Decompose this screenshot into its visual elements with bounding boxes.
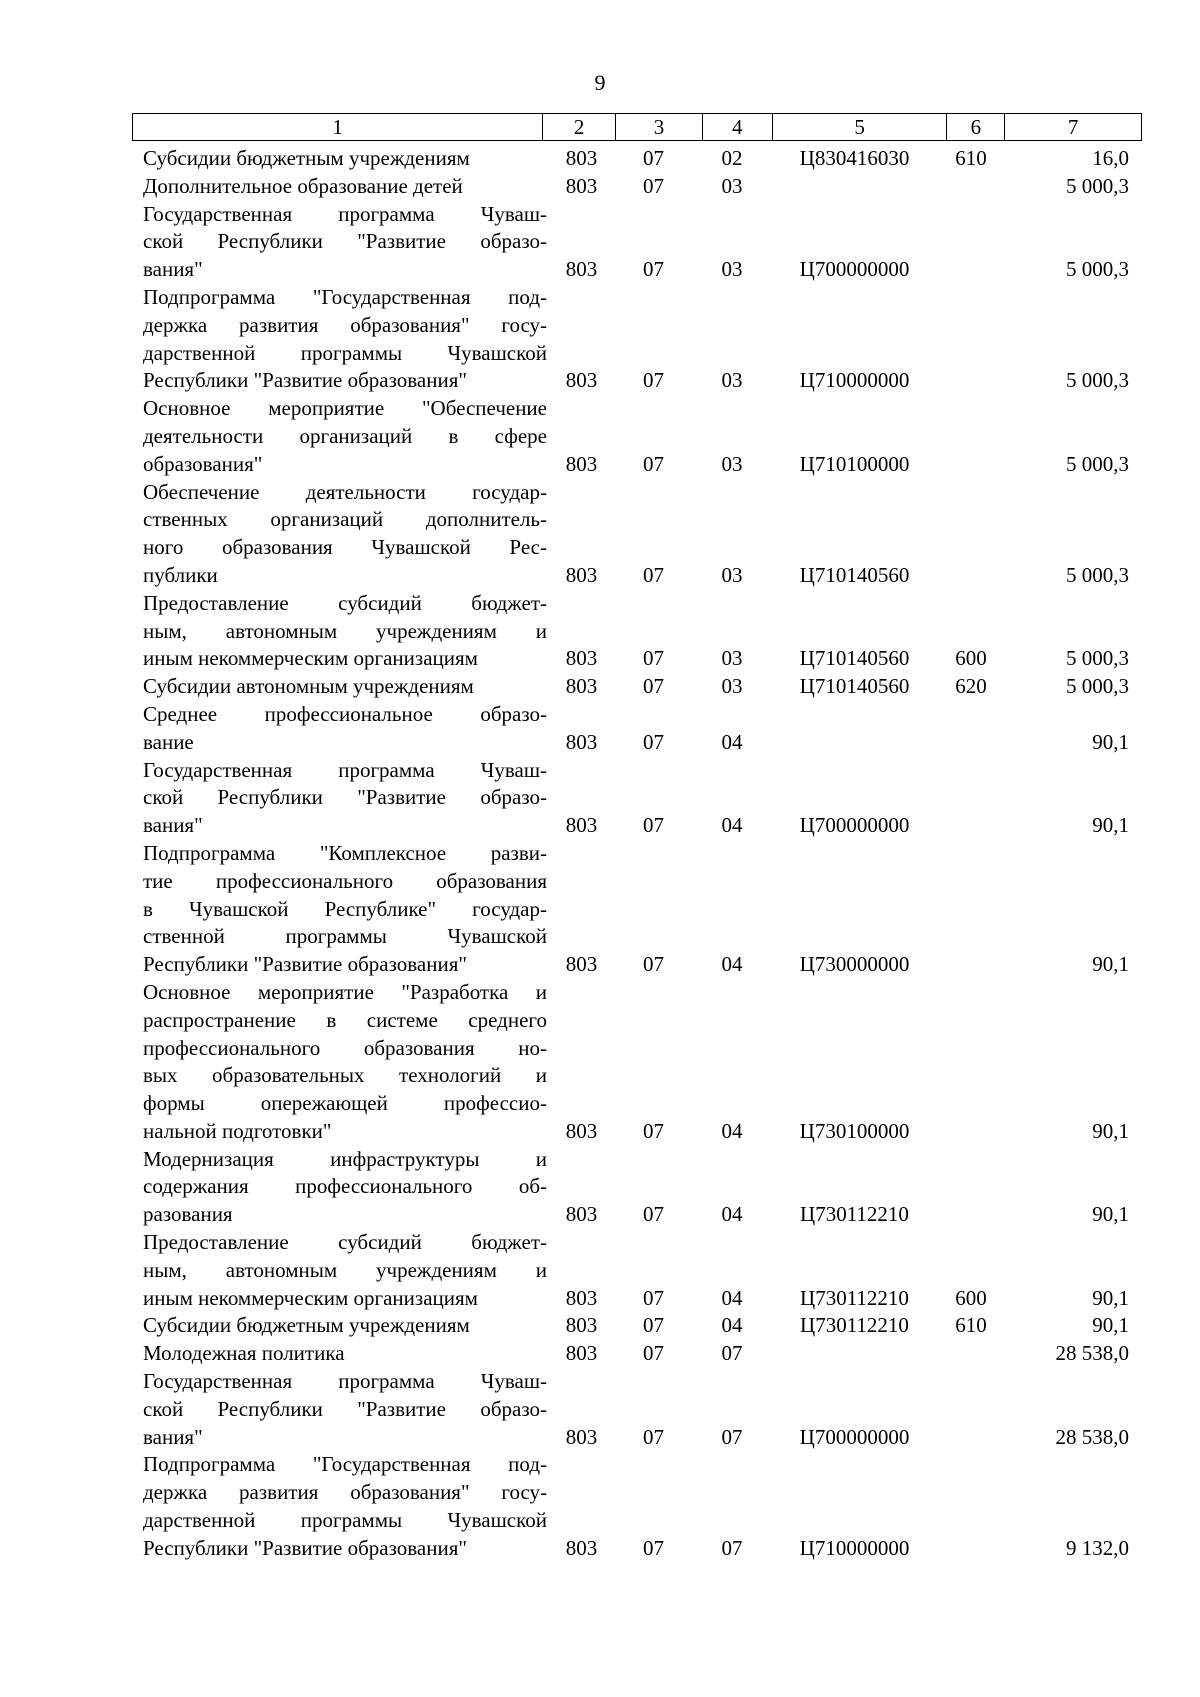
row-name <box>143 479 547 590</box>
row-name <box>143 1146 547 1229</box>
cell-c2: 803 <box>565 646 598 671</box>
cell-c3: 07 <box>643 1313 664 1338</box>
table-row <box>132 673 1142 701</box>
cell-c2: 803 <box>565 368 598 393</box>
cell-c7: 90,1 <box>1092 813 1129 838</box>
row-name-line: разования <box>143 1202 233 1227</box>
table-row <box>132 1451 1142 1562</box>
header-col-6: 6 <box>946 114 1004 140</box>
table-row <box>132 201 1142 284</box>
cell-c3: 07 <box>643 952 664 977</box>
cell-c2: 803 <box>565 1313 598 1338</box>
row-name-line: ственных организаций дополнитель- <box>143 507 547 532</box>
row-name-line: ным, автономным учреждениям и <box>143 1257 547 1282</box>
row-name-line: ным, автономным учреждениям и <box>143 618 547 643</box>
cell-c6 <box>942 256 1000 284</box>
cell-c6: 610 <box>955 1313 987 1338</box>
cell-c7: 5 000,3 <box>1066 674 1129 699</box>
row-name <box>143 1451 547 1562</box>
row-name-line: Модернизация инфраструктуры и <box>143 1146 547 1171</box>
row-name-line: ской Республики "Развитие образо- <box>143 1396 547 1421</box>
table-row <box>132 590 1142 673</box>
row-name <box>143 673 547 701</box>
cell-c2: 803 <box>565 562 598 587</box>
row-name <box>143 395 547 478</box>
cell-c3: 07 <box>643 674 664 699</box>
row-name-line: формы опережающей профессио- <box>143 1091 547 1116</box>
table-row <box>132 840 1142 979</box>
cell-c4: 04 <box>721 1285 743 1310</box>
row-name-line: дарственной программы Чувашской <box>143 1508 547 1533</box>
cell-c4: 04 <box>721 729 743 754</box>
cell-c6 <box>942 562 1000 590</box>
table-row <box>132 979 1142 1146</box>
cell-c7: 90,1 <box>1092 729 1129 754</box>
cell-c4: 04 <box>721 1202 743 1227</box>
cell-c6 <box>942 1535 1000 1563</box>
row-name-line: Основное мероприятие "Разработка и <box>143 979 547 1004</box>
cell-c4: 03 <box>721 646 743 671</box>
cell-c3: 07 <box>643 368 664 393</box>
cell-c3: 07 <box>643 451 664 476</box>
row-name <box>143 1312 547 1340</box>
cell-c6 <box>942 1201 1000 1229</box>
cell-c7: 28 538,0 <box>1055 1341 1129 1366</box>
cell-c6: 610 <box>955 146 987 170</box>
cell-c5: Ц710140560 <box>799 646 910 671</box>
row-name-line: содержания профессионального об- <box>143 1174 547 1199</box>
table-body <box>132 145 1142 1563</box>
cell-c3: 07 <box>643 146 664 170</box>
row-name <box>143 1229 547 1312</box>
header-col-1: 1 <box>332 115 343 139</box>
table-row <box>132 1146 1142 1229</box>
row-name <box>143 979 547 1146</box>
row-name-line: иным некоммерческим организациям <box>143 1285 478 1310</box>
row-name-line: Республики "Развитие образования" <box>143 368 467 393</box>
cell-c6 <box>942 729 1000 757</box>
cell-c5: Ц730100000 <box>799 1118 910 1143</box>
cell-c7: 90,1 <box>1092 952 1129 977</box>
row-name-line: Республики "Развитие образования" <box>143 1535 467 1560</box>
row-name-line: ного образования Чувашской Рес- <box>143 535 547 560</box>
row-name-line: Подпрограмма "Государственная под- <box>143 1452 547 1477</box>
cell-c6 <box>942 1340 1000 1368</box>
row-name <box>143 1368 547 1451</box>
cell-c7: 5 000,3 <box>1066 173 1129 198</box>
cell-c2: 803 <box>565 674 598 699</box>
header-col-3: 3 <box>615 114 702 140</box>
row-name-line: Субсидии автономным учреждениям <box>143 674 474 699</box>
header-col-2: 2 <box>542 114 615 140</box>
row-name <box>143 701 547 757</box>
row-name-line: вание <box>143 729 194 754</box>
cell-c7: 5 000,3 <box>1066 368 1129 393</box>
cell-c4: 04 <box>721 813 743 838</box>
cell-c6: 620 <box>955 674 987 699</box>
row-name-line: Дополнительное образование детей <box>143 173 463 198</box>
row-name-line: профессионального образования но- <box>143 1035 547 1060</box>
header-col-5: 5 <box>772 114 947 140</box>
cell-c7: 5 000,3 <box>1066 257 1129 282</box>
table-row <box>132 395 1142 478</box>
cell-c3: 07 <box>643 729 664 754</box>
cell-c3: 07 <box>643 1202 664 1227</box>
table-row <box>132 145 1142 173</box>
cell-c7: 16,0 <box>1092 146 1129 170</box>
cell-c2: 803 <box>565 146 598 170</box>
cell-c7: 9 132,0 <box>1066 1535 1129 1560</box>
cell-c7: 5 000,3 <box>1066 646 1129 671</box>
row-name-line: Республики "Развитие образования" <box>143 952 467 977</box>
cell-c5 <box>767 729 942 757</box>
cell-c2: 803 <box>565 1285 598 1310</box>
cell-c6: 600 <box>955 646 987 671</box>
row-name-line: нальной подготовки" <box>143 1118 332 1143</box>
cell-c2: 803 <box>565 173 598 198</box>
cell-c5: Ц710140560 <box>799 674 910 699</box>
cell-c5: Ц730112210 <box>800 1285 909 1310</box>
table-row <box>132 757 1142 840</box>
row-name-line: держка развития образования" госу- <box>143 1480 547 1505</box>
row-name-line: ской Республики "Развитие образо- <box>143 229 547 254</box>
cell-c4: 03 <box>721 368 743 393</box>
cell-c3: 07 <box>643 1424 664 1449</box>
cell-c5: Ц710100000 <box>799 451 910 476</box>
cell-c2: 803 <box>565 257 598 282</box>
cell-c4: 03 <box>721 257 743 282</box>
cell-c4: 07 <box>721 1424 743 1449</box>
table-row <box>132 284 1142 395</box>
table-row <box>132 1340 1142 1368</box>
cell-c4: 04 <box>721 952 743 977</box>
cell-c6 <box>942 812 1000 840</box>
cell-c5: Ц700000000 <box>799 1424 910 1449</box>
row-name-line: Подпрограмма "Государственная под- <box>143 284 547 309</box>
cell-c4: 02 <box>721 146 743 170</box>
cell-c6 <box>942 1424 1000 1452</box>
table-header <box>132 113 1142 141</box>
cell-c4: 07 <box>721 1535 743 1560</box>
row-name-line: Государственная программа Чуваш- <box>143 201 547 226</box>
row-name-line: держка развития образования" госу- <box>143 312 547 337</box>
cell-c3: 07 <box>643 1285 664 1310</box>
row-name-line: Субсидии бюджетным учреждениям <box>143 146 470 170</box>
cell-c4: 04 <box>721 1118 743 1143</box>
cell-c7: 90,1 <box>1092 1118 1129 1143</box>
row-name <box>143 145 547 173</box>
row-name <box>143 840 547 979</box>
cell-c5: Ц710000000 <box>799 368 910 393</box>
header-col-4: 4 <box>702 114 772 140</box>
cell-c4: 03 <box>721 562 743 587</box>
row-name-line: образования" <box>143 451 263 476</box>
row-name-line: Предоставление субсидий бюджет- <box>143 590 547 615</box>
cell-c5 <box>767 173 942 201</box>
page-number: 9 <box>594 70 606 95</box>
cell-c4: 03 <box>721 173 743 198</box>
row-name-line: тие профессионального образования <box>143 868 547 893</box>
cell-c2: 803 <box>565 813 598 838</box>
row-name-line: Государственная программа Чуваш- <box>143 757 547 782</box>
cell-c5: Ц710140560 <box>799 562 910 587</box>
cell-c3: 07 <box>643 257 664 282</box>
row-name <box>143 1340 547 1368</box>
cell-c3: 07 <box>643 646 664 671</box>
cell-c6 <box>942 1118 1000 1146</box>
row-name-line: вания" <box>143 813 203 838</box>
row-name-line: Обеспечение деятельности государ- <box>143 479 547 504</box>
cell-c2: 803 <box>565 1341 598 1366</box>
cell-c6 <box>942 173 1000 201</box>
cell-c2: 803 <box>565 1118 598 1143</box>
row-name <box>143 590 547 673</box>
row-name-line: Государственная программа Чуваш- <box>143 1369 547 1394</box>
table-row <box>132 479 1142 590</box>
cell-c2: 803 <box>565 1202 598 1227</box>
row-name-line: деятельности организаций в сфере <box>143 423 547 448</box>
table-row <box>132 173 1142 201</box>
row-name-line: вания" <box>143 1424 203 1449</box>
table-row <box>132 1312 1142 1340</box>
row-name-line: публики <box>143 562 218 587</box>
row-name-line: в Чувашской Республике" государ- <box>143 896 547 921</box>
row-name-line: Среднее профессиональное образо- <box>143 701 547 726</box>
cell-c5 <box>767 1340 942 1368</box>
row-name-line: ской Республики "Развитие образо- <box>143 785 547 810</box>
cell-c2: 803 <box>565 451 598 476</box>
table-row <box>132 701 1142 757</box>
row-name-line: дарственной программы Чувашской <box>143 340 547 365</box>
row-name <box>143 284 547 395</box>
cell-c4: 07 <box>721 1341 743 1366</box>
row-name-line: иным некоммерческим организациям <box>143 646 478 671</box>
table-row <box>132 1368 1142 1451</box>
cell-c4: 03 <box>721 674 743 699</box>
row-name <box>143 173 547 201</box>
cell-c6 <box>942 951 1000 979</box>
cell-c3: 07 <box>643 1118 664 1143</box>
cell-c7: 90,1 <box>1092 1285 1129 1310</box>
cell-c3: 07 <box>643 1341 664 1366</box>
row-name-line: вания" <box>143 257 203 282</box>
cell-c2: 803 <box>565 729 598 754</box>
cell-c5: Ц730000000 <box>799 952 910 977</box>
cell-c4: 03 <box>721 451 743 476</box>
cell-c6: 600 <box>955 1285 987 1310</box>
cell-c5: Ц700000000 <box>799 813 910 838</box>
cell-c6 <box>942 367 1000 395</box>
row-name-line: Молодежная политика <box>143 1341 345 1366</box>
row-name-line: Подпрограмма "Комплексное разви- <box>143 840 547 865</box>
row-name <box>143 757 547 840</box>
cell-c5: Ц710000000 <box>799 1535 910 1560</box>
cell-c2: 803 <box>565 1535 598 1560</box>
cell-c5: Ц730112210 <box>800 1313 909 1338</box>
cell-c3: 07 <box>643 562 664 587</box>
row-name-line: Основное мероприятие "Обеспечение <box>143 396 547 421</box>
row-name-line: распространение в системе среднего <box>143 1007 547 1032</box>
row-name <box>143 201 547 284</box>
cell-c3: 07 <box>643 1535 664 1560</box>
table-row <box>132 1229 1142 1312</box>
cell-c7: 90,1 <box>1092 1202 1129 1227</box>
cell-c7: 28 538,0 <box>1055 1424 1129 1449</box>
cell-c5: Ц730112210 <box>800 1202 909 1227</box>
row-name-line: ственной программы Чувашской <box>143 924 547 949</box>
row-name-line: Субсидии бюджетным учреждениям <box>143 1313 470 1338</box>
cell-c2: 803 <box>565 952 598 977</box>
cell-c3: 07 <box>643 813 664 838</box>
cell-c5: Ц700000000 <box>799 257 910 282</box>
cell-c7: 5 000,3 <box>1066 451 1129 476</box>
row-name-line: Предоставление субсидий бюджет- <box>143 1230 547 1255</box>
cell-c3: 07 <box>643 173 664 198</box>
cell-c7: 5 000,3 <box>1066 562 1129 587</box>
cell-c2: 803 <box>565 1424 598 1449</box>
cell-c6 <box>942 451 1000 479</box>
cell-c4: 04 <box>721 1313 743 1338</box>
cell-c7: 90,1 <box>1092 1313 1129 1338</box>
cell-c5: Ц830416030 <box>799 146 910 170</box>
header-col-7: 7 <box>1004 114 1141 140</box>
row-name-line: вых образовательных технологий и <box>143 1063 547 1088</box>
